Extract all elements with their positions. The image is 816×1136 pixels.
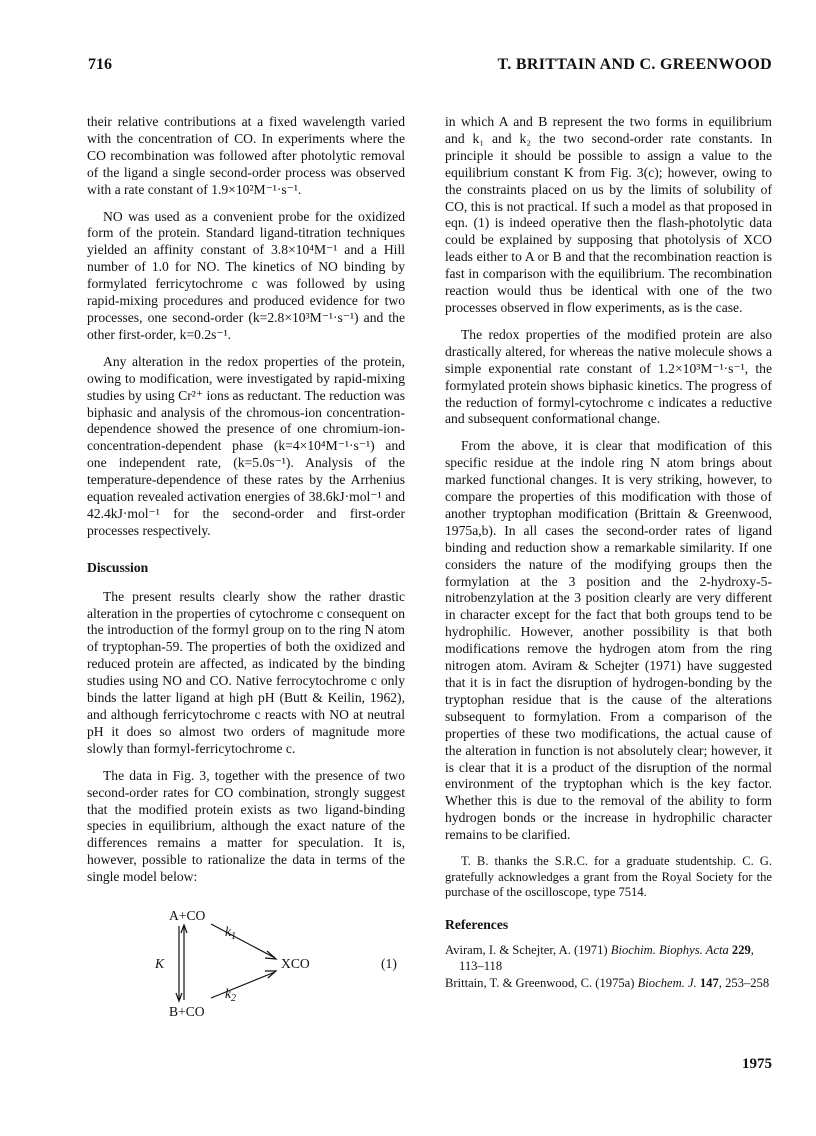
- section-heading-discussion: Discussion: [87, 559, 149, 575]
- acknowledgement: T. B. thanks the S.R.C. for a graduate studentship. C. G. gratefully acknowledges a grant from the Royal Society for the purchase of the oscilloscope, type 7514.: [445, 854, 772, 900]
- footer-year: 1975: [742, 1056, 772, 1072]
- reference-item: Brittain, T. & Greenwood, C. (1975a) Biochem. J. 147, 253–258: [445, 976, 770, 991]
- paragraph: The redox properties of the modified protein are also drastically altered, for whereas the native molecule shows a simple exponential rate constant of 1.2×10³M⁻¹·s⁻¹, the formylated protein shows biphasic kinetics. The progress of the reduction of formyl-cytochrome c indicates a reductive and subsequent conformational change.: [445, 326, 772, 427]
- paragraph: NO was used as a convenient probe for the oxidized form of the protein. Standard ligand-titration techniques yielded an affinity constant of 3.8×10⁴M⁻¹ and a Hill number of 1.0 for NO. The kinetics of NO binding by formylated ferricytochrome c was followed by using rapid-mixing procedures and produced evidence for two processes, one second-order (k=2.8×10³M⁻¹·s⁻¹) and the other first-order, k=0.2s⁻¹.: [87, 208, 405, 342]
- paragraph: The data in Fig. 3, together with the presence of two second-order rates for CO combination, strongly suggest that the modified protein exists as two ligand-binding species in equilibrium, although the exact nature of the differences remains a matter for speculation. It is, however, possible to rationalize the data in terms of the single model below:: [87, 767, 405, 885]
- left-column: [87, 114, 405, 1020]
- scheme-arrows: [87, 908, 405, 1020]
- paragraph: The present results clearly show the rather drastic alteration in the properties of cytochrome c consequent on the introduction of the formyl group on to the ring N atom of tryptophan-59. The properties of both the oxidized and reduced protein are affected, as indicated by the binding studies using NO and CO. Native ferrocytochrome c only binds the latter ligand at high pH (Butt & Keilin, 1962), and although ferricytochrome c reacts with NO at neutral pH it does so almost two orders of magnitude more slowly than formyl-ferricytochrome c.: [87, 588, 405, 756]
- paragraph: From the above, it is clear that modification of this specific residue at the indole ring N atom brings about marked functional changes. It is very striking, however, to compare the properties of this modification with those of another tryptophan modification (Brittain & Greenwood, 1975a,b). In all cases the second-order rates of ligand binding and reduction show a remarkable similarity. If one considers the nature of the modifying groups then the formylation at the 3 position and the 2-hydroxy-5-nitrobenzylation at the 3 position clearly are very different in character except for the fact that both groups tend to be hydrophilic. However, another possibility is that both modifications remove the hydrogen atom from the ring nitrogen atom. Aviram & Schejter (1971) have suggested that it is in fact the disruption of hydrogen-bonding by the tryptophan residue that is the cause of the alterations subsequent to formylation. From a comparison of the properties of these two modifications, the actual cause of the alteration in function is not absolutely clear; however, it is clear that it is a product of the disruption of the normal environment of the tryptophan which is the key factor. Whether this is due to the removal of the ability to form hydrogen bonds or the increase in hydrophilic character remains to be clarified.: [445, 438, 772, 843]
- paragraph: Any alteration in the redox properties of the protein, owing to modification, were investigated by rapid-mixing studies by using Cr²⁺ ions as reductant. The reduction was biphasic and analysis of the chromous-ion concentration-dependence showed the presence of one chromium-ion-concentration-dependent phase (k=4×10⁴M⁻¹·s⁻¹) and one independent rate, (k=5.0s⁻¹). Analysis of the temperature-dependence of these rates by the Arrhenius equation revealed activation energies of 38.6kJ·mol⁻¹ and 42.4kJ·mol⁻¹ for the second-order and first-order processes respectively.: [87, 353, 405, 538]
- reference-item: Aviram, I. & Schejter, A. (1971) Biochim. Biophys. Acta 229, 113–118: [445, 943, 754, 973]
- scheme-top-species: A+CO: [169, 908, 206, 924]
- page-number: 716: [88, 56, 112, 73]
- reaction-scheme: [87, 908, 405, 1020]
- paragraph: in which A and B represent the two forms in equilibrium and k₁ and k₂ the two second-order rate constants. In principle it should be possible to assign a value to the equilibrium constant K from Fig. 3(c); however, owing to the constraints placed on us by the limits of solubility of CO, this is not practical. If such a model as that proposed in eqn. (1) is indeed operative then the flash-photolytic data could be explained by supposing that photolysis of XCO leads either to A or B and that the recombination reaction is fast in comparison with the equilibrium. The recombination reaction would thus be identical with one of the two processes observed in flow experiments, as is the case.: [445, 114, 772, 315]
- scheme-k1-label: $k_1$: [225, 924, 237, 943]
- running-header-authors: T. BRITTAIN AND C. GREENWOOD: [497, 56, 772, 73]
- scheme-k2-label: $k_2$: [225, 986, 237, 1005]
- scheme-product: XCO: [281, 956, 310, 972]
- scheme-bottom-species: B+CO: [169, 1004, 205, 1020]
- right-column: [445, 114, 772, 994]
- scheme-equation-number: (1): [381, 956, 397, 972]
- scheme-equilibrium-constant: K: [155, 956, 165, 972]
- paragraph: their relative contributions at a fixed wavelength varied with the concentration of CO. In experiments where the CO recombination was followed after photolytic removal of the ligand a single second-order process was observed with a rate constant of 1.9×10²M⁻¹·s⁻¹.: [87, 114, 405, 197]
- references-heading: References: [445, 916, 509, 932]
